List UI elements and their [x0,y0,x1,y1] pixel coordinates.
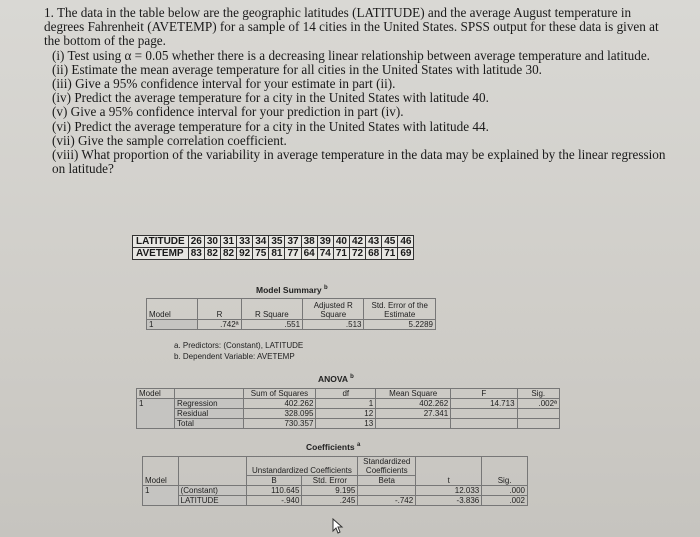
model-number: 1 [137,399,175,429]
cell: 40 [333,236,349,248]
header-df: df [316,389,376,399]
part-iii: (iii) Give a 95% confidence interval for your estimate in part (ii). [52,76,396,92]
question-text [44,6,674,176]
part-i: (i) Test using α = 0.05 whether there is a decreasing linear relationship between average temperature and latitude. [52,47,650,63]
cell: .000 [482,486,528,496]
cell: 45 [382,236,398,248]
avetemp-row [133,248,414,260]
row-label: AVETEMP [133,248,189,260]
header-unstandardized: Unstandardized Coefficients [246,457,358,476]
cell: 12 [316,409,376,419]
cell: 82 [204,248,220,260]
cell: Residual [175,409,244,419]
part-vi: (vi) Predict the average temperature for a city in the United States with latitude 44. [52,118,489,134]
cell: 74 [317,248,333,260]
cell [517,409,559,419]
cell: .742ª [198,320,241,330]
data-table [132,235,414,260]
cell: 27.341 [376,409,451,419]
cell: 39 [317,236,333,248]
cell: 43 [366,236,382,248]
cell: 5.2289 [364,320,436,330]
cell: 69 [398,248,414,260]
coefficients-title [306,442,360,452]
model-summary-title-text: Model Summary [256,285,322,295]
cell: 1 [316,399,376,409]
anova-title [318,374,354,384]
cell: 77 [285,248,301,260]
coefficients-title-sup: a [357,442,361,449]
cell: .551 [241,320,302,330]
cell: 68 [366,248,382,260]
cell [517,419,559,429]
row-label: LATITUDE [133,236,189,248]
cell: 9.195 [302,486,358,496]
cell: 38 [301,236,317,248]
model-summary-title [256,285,328,295]
cell: 12.033 [416,486,482,496]
cell: Total [175,419,244,429]
cell: -3.836 [416,496,482,506]
header-standardized: Standardized Coefficients [358,457,416,476]
header-beta: Beta [358,476,416,486]
part-ii: (ii) Estimate the mean average temperature for all cities in the United States with latitude 30. [52,61,542,77]
anova-title-sup: b [350,374,354,381]
cell: 14.713 [451,399,517,409]
cell: (Constant) [178,486,246,496]
header-std-error: Std. Error of the Estimate [364,299,436,320]
cell: .002 [482,496,528,506]
coefficients-table [142,456,528,506]
cell: 34 [253,236,269,248]
cell: .513 [303,320,364,330]
cell: Regression [175,399,244,409]
cell: 30 [204,236,220,248]
note-predictors: a. Predictors: (Constant), LATITUDE [174,341,304,350]
note-dependent: b. Dependent Variable: AVETEMP [174,352,295,361]
header-model: Model [147,299,198,320]
cell: 328.095 [243,409,316,419]
cell: 46 [398,236,414,248]
cell: 33 [237,236,253,248]
header-r: R [198,299,241,320]
header-std-error: Std. Error [302,476,358,486]
cell: 42 [349,236,365,248]
cell: 92 [237,248,253,260]
header-model: Model [143,457,179,486]
header-f: F [451,389,517,399]
cell: -.742 [358,496,416,506]
cell: 75 [253,248,269,260]
anova-title-text: ANOVA [318,374,348,384]
cell: 81 [269,248,285,260]
cell [358,486,416,496]
model-summary-table [146,298,436,330]
header-sig: Sig. [517,389,559,399]
part-v: (v) Give a 95% confidence interval for your prediction in part (iv). [52,104,404,120]
coefficients-title-text: Coefficients [306,442,355,452]
header-r-square: R Square [241,299,302,320]
cell: 37 [285,236,301,248]
cell: 64 [301,248,317,260]
cell [451,419,517,429]
model-number: 1 [143,486,179,506]
header-model: Model [137,389,175,399]
cell [451,409,517,419]
cell: 31 [220,236,236,248]
cell: 1 [147,320,198,330]
question-intro: 1. The data in the table below are the geographic latitudes (LATITUDE) and the average August temperature in degrees Fahrenheit (AVETEMP) for a sample of 14 cities in the United States. SPSS output for these data is given at the bottom of the page. [44,5,659,49]
cell: 71 [333,248,349,260]
header-sig: Sig. [482,457,528,486]
header-term [178,457,246,486]
part-viii: (viii) What proportion of the variability in average temperature in the data may be explained by the linear regression on latitude? [52,147,666,177]
cell: 402.262 [243,399,316,409]
part-vii: (vii) Give the sample correlation coefficient. [52,132,287,148]
model-summary-title-sup: b [324,285,328,292]
cell: .002ª [517,399,559,409]
header-source [175,389,244,399]
cell: .245 [302,496,358,506]
cell: 402.262 [376,399,451,409]
header-adj-r-square: Adjusted R Square [303,299,364,320]
cell: 35 [269,236,285,248]
header-ss: Sum of Squares [243,389,316,399]
model-summary-notes [174,340,303,362]
cell: 83 [188,248,204,260]
cell: 72 [349,248,365,260]
cell: 110.645 [246,486,302,496]
cell [376,419,451,429]
cell: 13 [316,419,376,429]
header-b: B [246,476,302,486]
cell: 26 [188,236,204,248]
cell: 730.357 [243,419,316,429]
cell: LATITUDE [178,496,246,506]
latitude-row [133,236,414,248]
cell: -.940 [246,496,302,506]
anova-table [136,388,560,429]
header-ms: Mean Square [376,389,451,399]
cursor-arrow-icon [332,518,344,534]
header-t: t [416,457,482,486]
part-iv: (iv) Predict the average temperature for a city in the United States with latitude 40. [52,90,489,106]
cell: 82 [220,248,236,260]
cell: 71 [382,248,398,260]
